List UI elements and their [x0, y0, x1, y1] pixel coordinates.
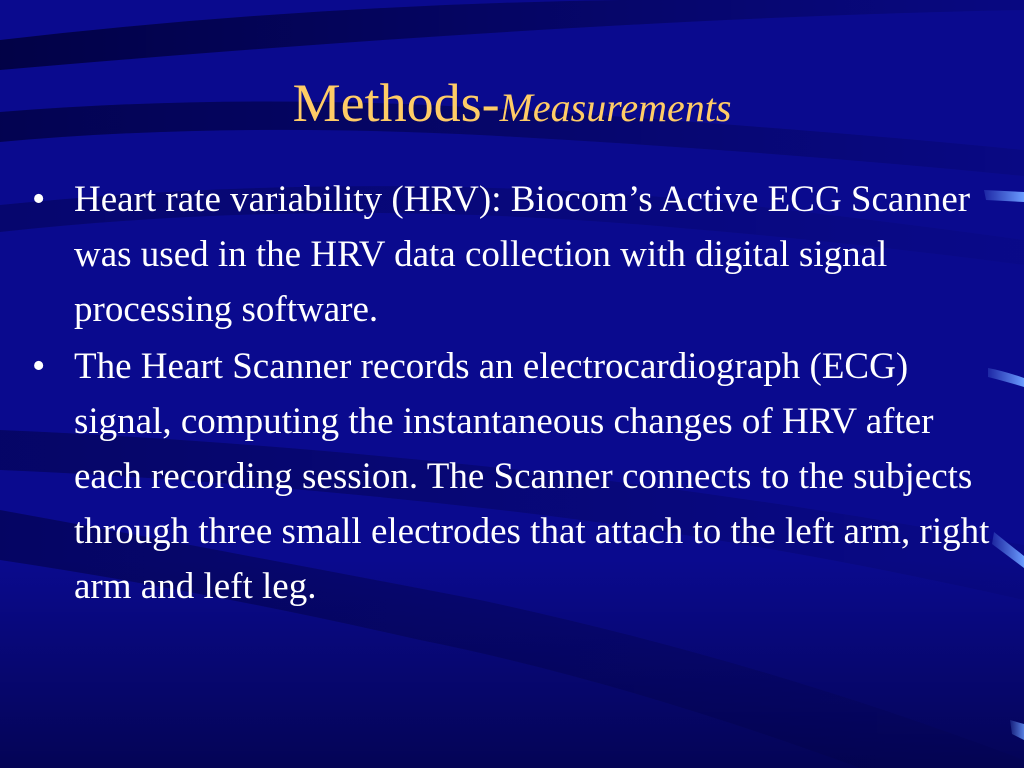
- bullet-text: Heart rate variability (HRV): Biocom’s Active ECG Scanner was used in the HRV data collection with digital signal processing software.: [74, 179, 971, 330]
- bullet-list: [32, 172, 992, 616]
- slide-title-main: Methods-: [292, 73, 500, 133]
- bullet-item: [32, 172, 992, 337]
- bullet-icon: •: [32, 178, 46, 220]
- bullet-item: [32, 339, 992, 614]
- bullet-text: The Heart Scanner records an electrocardiograph (ECG) signal, computing the instantaneous changes of HRV after each recording session. The Scanner connects to the subjects through three small electrodes that attach to the left arm, right arm and left leg.: [74, 346, 990, 607]
- slide-title: [0, 68, 1024, 143]
- bullet-icon: •: [32, 345, 46, 387]
- slide-title-subtitle: Measurements: [499, 85, 732, 130]
